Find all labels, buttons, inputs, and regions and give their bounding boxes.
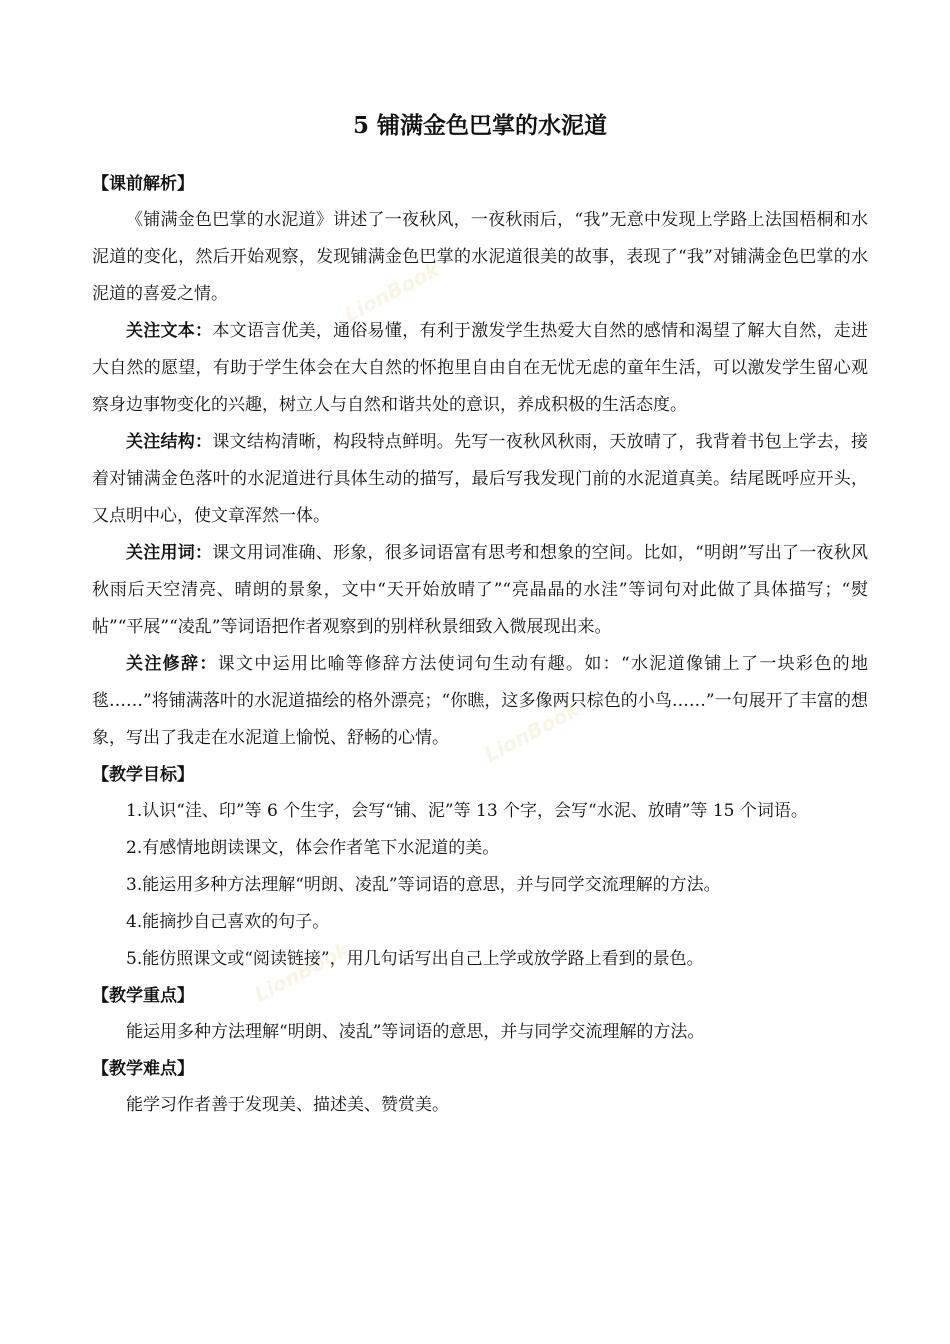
focus-structure-body: 课文结构清晰，构段特点鲜明。先写一夜秋风秋雨，天放晴了，我背着书包上学去，接着对铺满金色落叶的水泥道进行具体生动的描写，最后写我发现门前的水泥道真美。结尾既呼应开头，又点明中心，使文章浑然一体。	[92, 432, 869, 526]
goal-item-5: 5.能仿照课文或“阅读链接”，用几句话写出自己上学或放学路上看到的景色。	[126, 949, 704, 969]
focus-text-paragraph	[92, 313, 868, 424]
difficulties-heading: 【教学难点】	[92, 1059, 194, 1079]
difficulties-text: 能学习作者善于发现美、描述美、赞赏美。	[126, 1095, 449, 1115]
focus-words-label: 关注用词：	[126, 543, 213, 563]
document-page	[92, 108, 868, 1124]
focus-text-label: 关注文本：	[126, 321, 213, 341]
focus-structure-paragraph	[92, 424, 868, 535]
focus-words-paragraph	[92, 535, 868, 646]
goals-heading: 【教学目标】	[92, 765, 194, 785]
goal-item-1: 1.认识“洼、印”等 6 个生字，会写“铺、泥”等 13 个字，会写“水泥、放晴”等 15 个词语。	[126, 801, 808, 821]
analysis-intro: 《铺满金色巴掌的水泥道》讲述了一夜秋风，一夜秋雨后，“我”无意中发现上学路上法国梧桐和水泥道的变化，然后开始观察，发现铺满金色巴掌的水泥道很美的故事，表现了“我”对铺满金色巴掌的水泥道的喜爱之情。	[92, 210, 868, 304]
focus-rhetoric-label: 关注修辞：	[126, 654, 218, 674]
analysis-heading: 【课前解析】	[92, 174, 194, 194]
goal-item-3: 3.能运用多种方法理解“明朗、凌乱”等词语的意思，并与同学交流理解的方法。	[126, 875, 721, 895]
watermark-logo: LionBook	[340, 257, 444, 327]
focus-structure-label: 关注结构：	[126, 432, 213, 452]
goal-item-4: 4.能摘抄自己喜欢的句子。	[126, 912, 330, 932]
watermark-logo: LionBook	[250, 937, 354, 1007]
focus-rhetoric-paragraph	[92, 646, 868, 757]
document-title: 5 铺满金色巴掌的水泥道	[352, 112, 607, 139]
goal-item-2: 2.有感情地朗读课文，体会作者笔下水泥道的美。	[126, 838, 500, 858]
key-points-text: 能运用多种方法理解“明朗、凌乱”等词语的意思，并与同学交流理解的方法。	[126, 1022, 705, 1042]
focus-words-body: 课文用词准确、形象，很多词语富有思考和想象的空间。比如，“明朗”写出了一夜秋风秋雨后天空清亮、晴朗的景象，文中“天开始放晴了”“亮晶晶的水洼”等词句对此做了具体描写；“熨帖”“平展”“凌乱”等词语把作者观察到的别样秋景细致入微展现出来。	[92, 543, 868, 637]
focus-text-body: 本文语言优美，通俗易懂，有利于激发学生热爱大自然的感情和渴望了解大自然，走进大自然的愿望，有助于学生体会在大自然的怀抱里自由自在无忧无虑的童年生活，可以激发学生留心观察身边事物变化的兴趣，树立人与自然和谐共处的意识，养成积极的生活态度。	[92, 321, 869, 415]
watermark-logo: LionBook	[480, 697, 584, 767]
focus-rhetoric-body: 课文中运用比喻等修辞方法使词句生动有趣。如：“水泥道像铺上了一块彩色的地毯……”将铺满落叶的水泥道描绘的格外漂亮；“你瞧，这多像两只棕色的小鸟……”一句展开了丰富的想象，写出了我走在水泥道上愉悦、舒畅的心情。	[92, 654, 868, 748]
key-points-heading: 【教学重点】	[92, 986, 194, 1006]
